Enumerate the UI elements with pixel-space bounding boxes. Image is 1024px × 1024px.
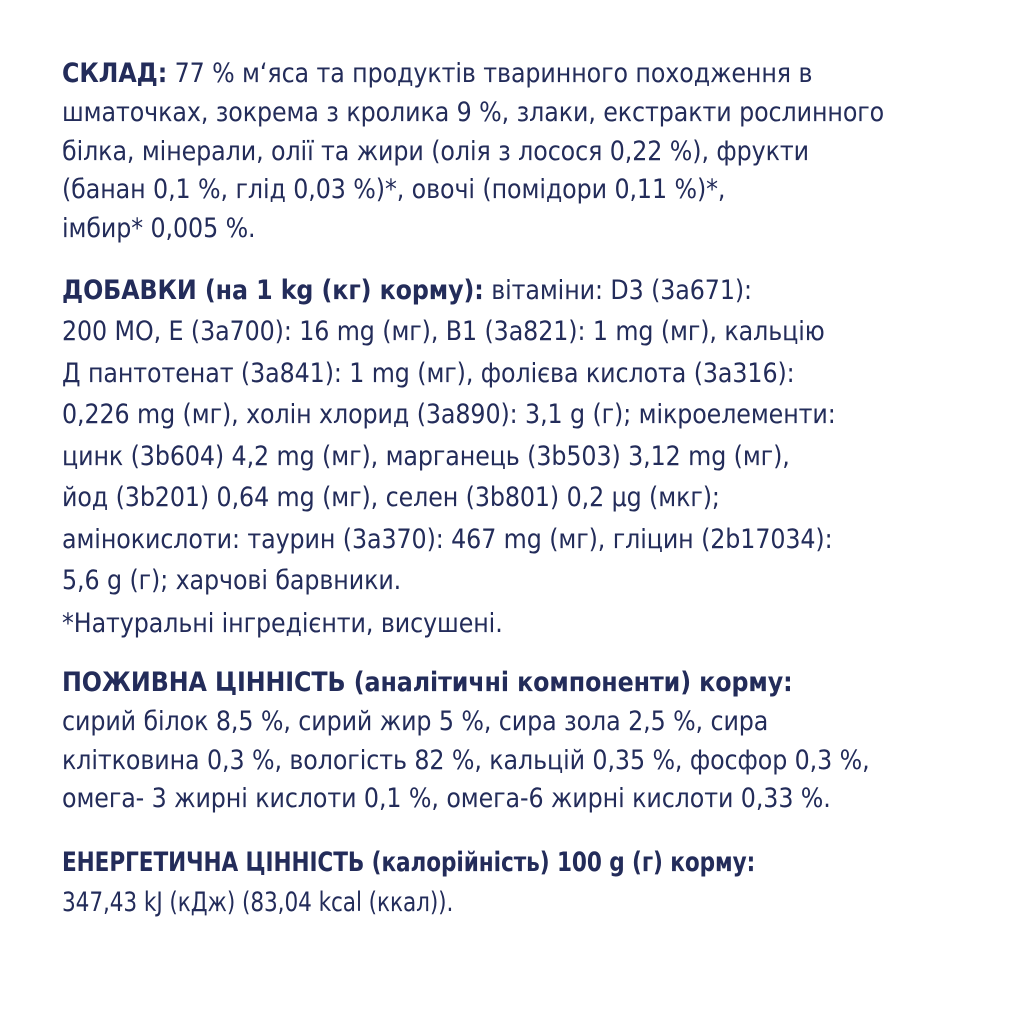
composition-line-3: білка, мінерали, олії та жири (олія з лосося 0,22 %), фрукти — [62, 136, 809, 167]
composition-heading: СКЛАД: — [62, 58, 168, 89]
composition-line-1: СКЛАД: 77 % м‘яса та продуктів тваринного походження в — [62, 58, 813, 89]
nutritional-value-line-1: сирий білок 8,5 %, сирий жир 5 %, сира зола 2,5 %, сира — [62, 706, 769, 737]
additives-line-4: 0,226 mg (мг), холін хлорид (3a890): 3,1 g (г); мікроелементи: — [62, 399, 836, 430]
nutritional-value-line-3: омега- 3 жирні кислоти 0,1 %, омега-6 жирні кислоти 0,33 %. — [62, 783, 831, 814]
composition-line-5: імбир* 0,005 %. — [62, 213, 256, 244]
additives-line-7: амінокислоти: таурин (3a370): 467 mg (мг), гліцин (2b17034): — [62, 524, 833, 555]
additives-footnote: *Натуральні інгредієнти, висушені. — [62, 608, 503, 639]
nutritional-value-line-2: клітковина 0,3 %, вологість 82 %, кальцій 0,35 %, фосфор 0,3 %, — [62, 745, 870, 776]
composition-line-2: шматочках, зокрема з кролика 9 %, злаки, екстракти рослинного — [62, 97, 885, 128]
composition-line-4: (банан 0,1 %, глід 0,03 %)*, овочі (помідори 0,11 %)*, — [62, 174, 726, 205]
energy-value-line-1: 347,43 kJ (кДж) (83,04 kcal (ккал)). — [62, 887, 454, 918]
energy-value-heading: ЕНЕРГЕТИЧНА ЦІННІСТЬ (калорійність) 100 g (г) корму: — [62, 847, 756, 878]
nutritional-value-heading: ПОЖИВНА ЦІННІСТЬ (аналітичні компоненти) корму: — [62, 667, 793, 698]
additives-line-6: йод (3b201) 0,64 mg (мг), селен (3b801) 0,2 µg (мкг); — [62, 482, 720, 513]
additives-line-8: 5,6 g (г); харчові барвники. — [62, 565, 402, 596]
additives-line-1: ДОБАВКИ (на 1 kg (кг) корму): вітаміни: D3 (3a671): — [62, 275, 752, 306]
additives-line-5: цинк (3b604) 4,2 mg (мг), марганець (3b503) 3,12 mg (мг), — [62, 441, 790, 472]
additives-line-3: Д пантотенат (3a841): 1 mg (мг), фолієва кислота (3a316): — [62, 358, 795, 389]
additives-line-2: 200 МО, E (3a700): 16 mg (мг), B1 (3a821): 1 mg (мг), кальцію — [62, 316, 825, 347]
additives-heading: ДОБАВКИ (на 1 kg (кг) корму): — [62, 275, 484, 306]
